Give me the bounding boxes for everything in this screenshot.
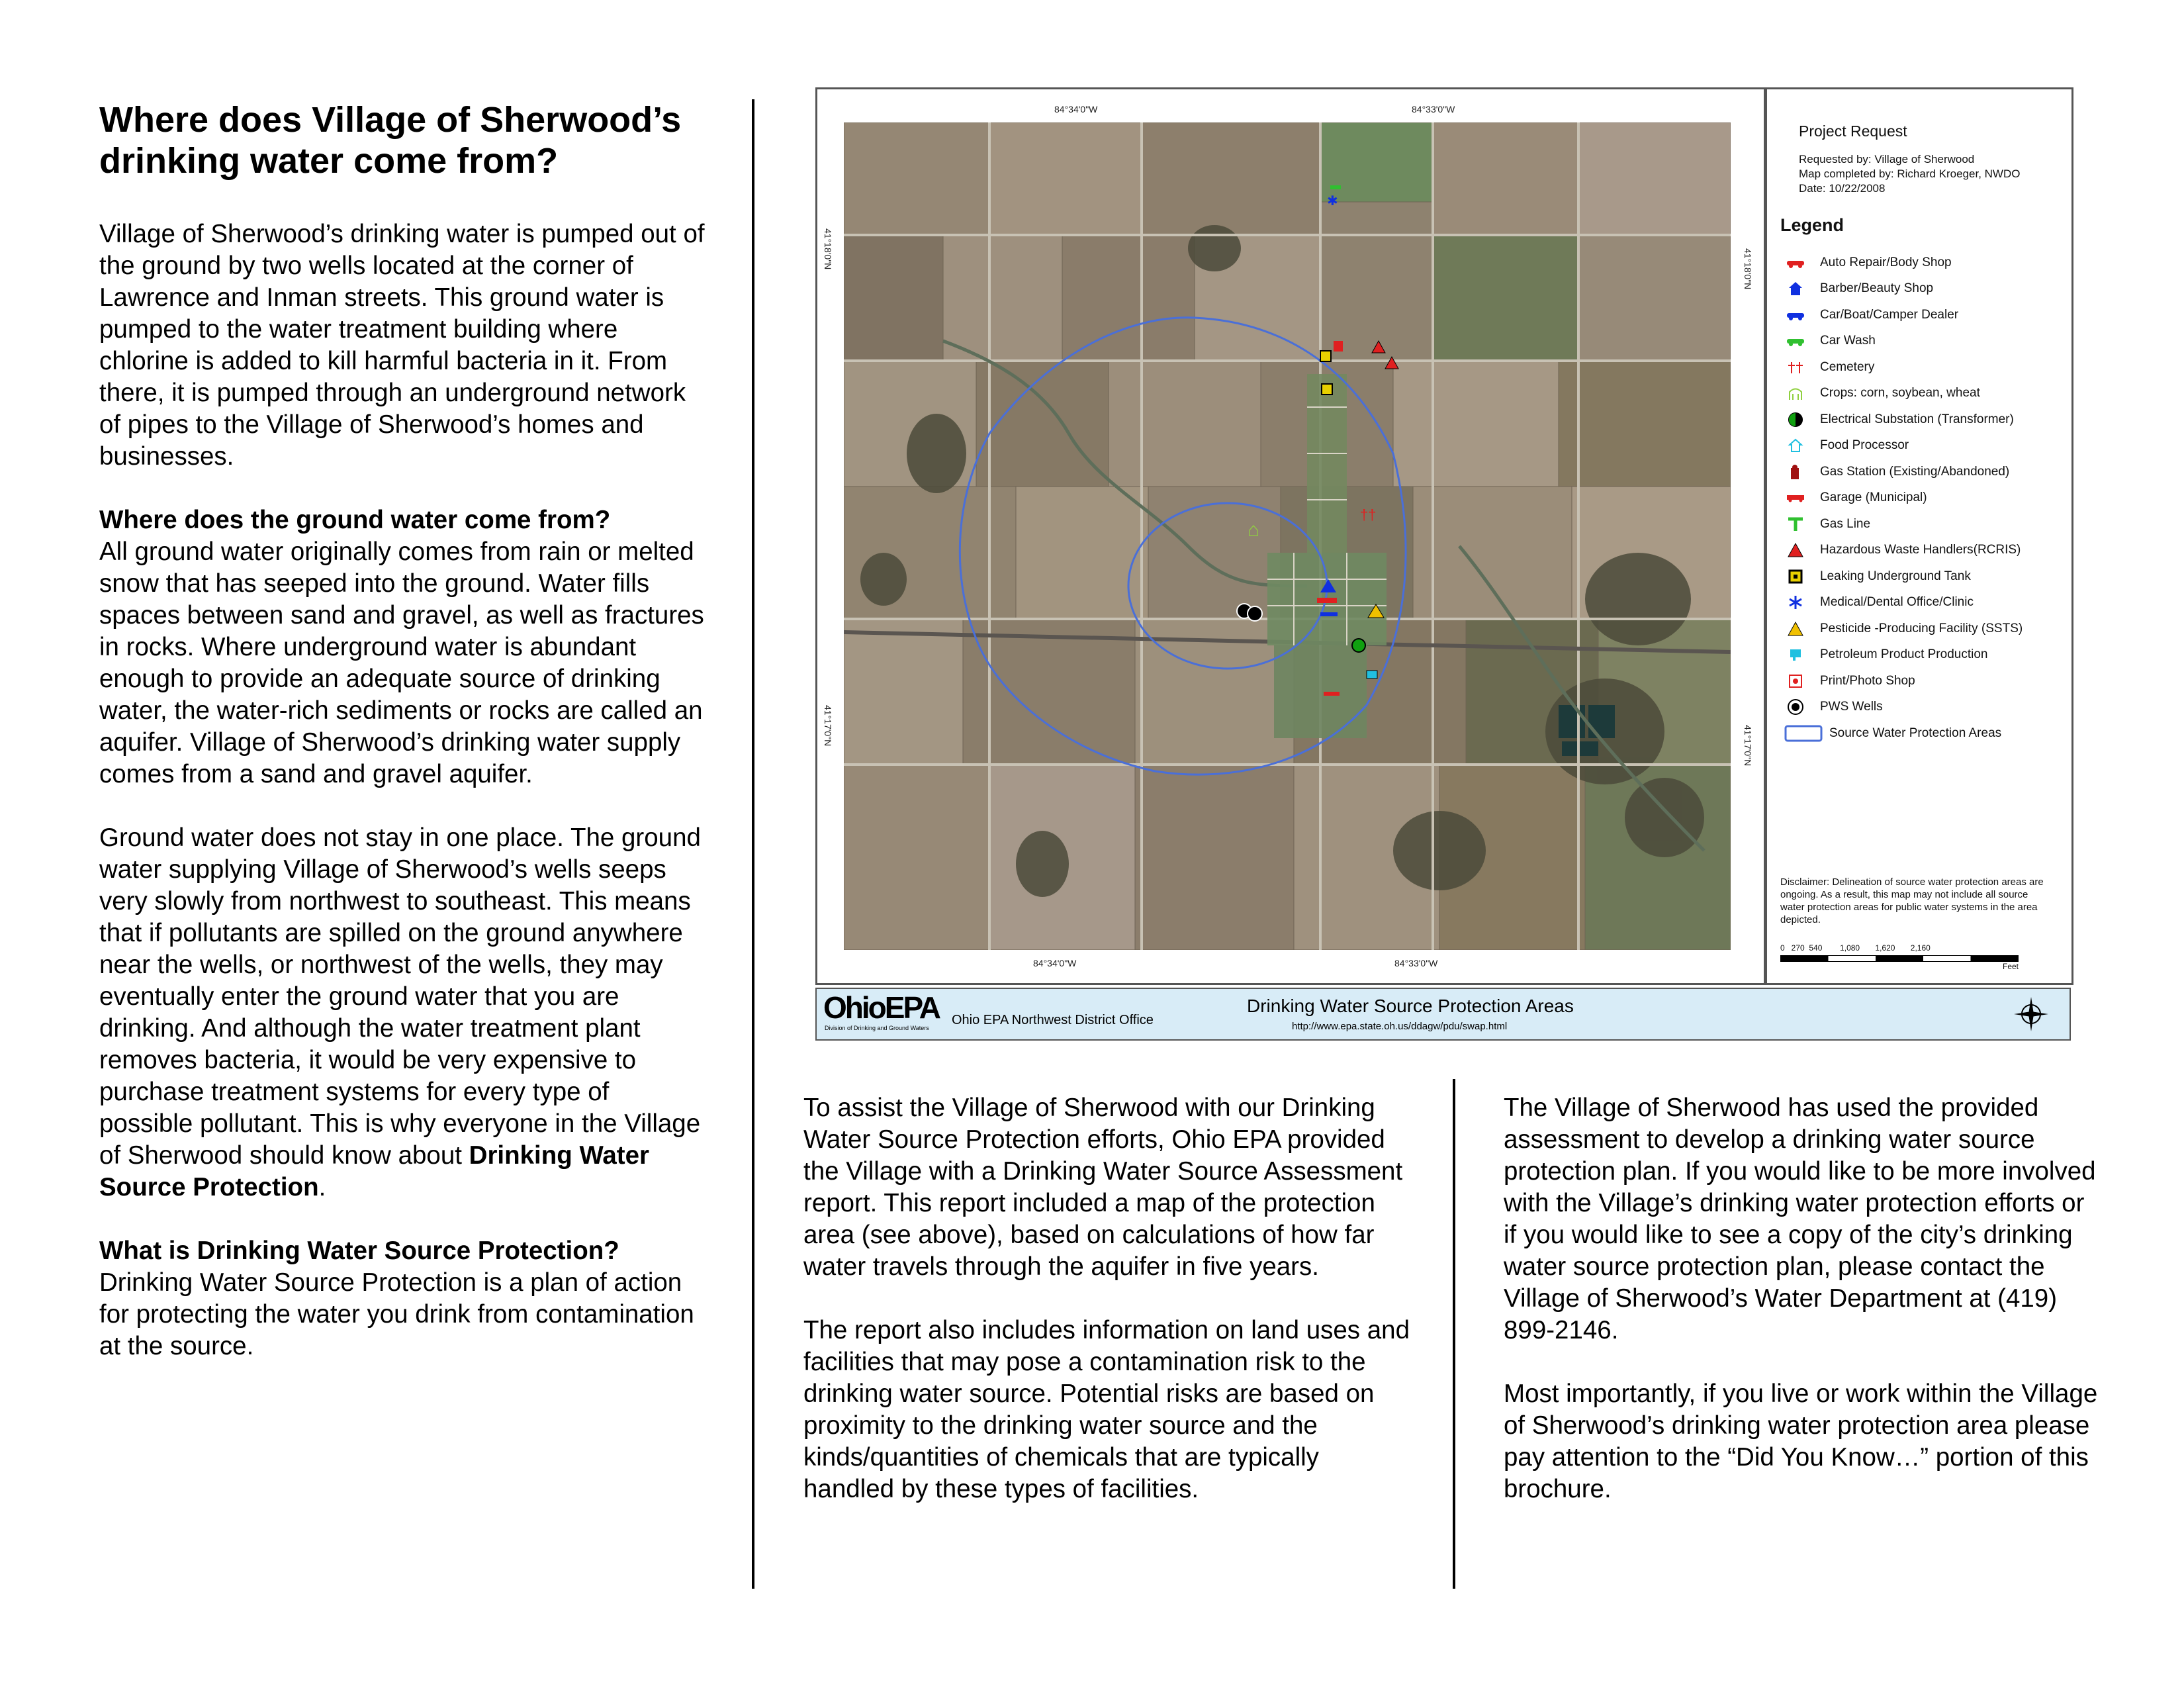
pipe-icon <box>1784 516 1807 532</box>
map-title: Drinking Water Source Protection Areas <box>1247 996 1574 1016</box>
car-wash-marker <box>1330 185 1341 189</box>
legend-item <box>1784 354 2062 381</box>
legend-item <box>1784 485 2062 512</box>
did-you-know-paragraph: Most importantly, if you live or work within the Village of Sherwood’s drinking water protection area please pay attention to the “Did You Know…” portion of this brochure. <box>1504 1380 2098 1503</box>
intro-paragraph: Village of Sherwood’s drinking water is pumped out of the ground by two wells located at the corner of Lawrence and Inman streets. This ground water is pumped to the water treatment building where chlorine is added to kill harmful bacteria in it. From there, it is pumped through an underground network of pipes to the Village of Sherwood’s homes and businesses. <box>99 220 705 471</box>
map-banner <box>815 988 2071 1041</box>
ground-water-question: Where does the ground water come from? <box>99 506 611 534</box>
scale-unit: Feet <box>2002 962 2019 971</box>
ohio-epa-logo-subtitle: Division of Drinking and Ground Waters <box>825 1025 929 1031</box>
movement-text: Ground water does not stay in one place. The ground water supplying Village of Sherwood’s wells seeps very slowly from northwest to southeast. This means that if pollutants are spilled on the ground anywhere near the wells, or northwest of the wells, they may eventually enter the ground water that you are drinking. And although the water treatment plant removes bacteria, it would be very expensive to purchase treatment systems for every type of possible pollutant. This is why everyone in the Village of Sherwood should know about <box>99 823 701 1170</box>
column-divider-left <box>752 99 754 1589</box>
legend-item <box>1784 720 2062 747</box>
legend-item-label: Electrical Substation (Transformer) <box>1820 412 2014 426</box>
district-office: Ohio EPA Northwest District Office <box>952 1013 1154 1027</box>
legend-item-label: Print/Photo Shop <box>1820 673 1915 688</box>
legend-panel <box>1765 87 2073 985</box>
lust-marker-1 <box>1320 351 1331 361</box>
legend-item-label: Medical/Dental Office/Clinic <box>1820 595 1974 610</box>
legend-item <box>1784 538 2062 564</box>
ohio-epa-logo: OhioEPA <box>823 990 939 1025</box>
legend-item-label: Garage (Municipal) <box>1820 491 1927 505</box>
movement-bold: Drinking Water Source Protection <box>99 1141 650 1201</box>
legend-item-label: Source Water Protection Areas <box>1829 726 2002 740</box>
print-icon <box>1784 673 1807 689</box>
legend-item-label: Pesticide -Producing Facility (SSTS) <box>1820 621 2023 635</box>
risks-paragraph: The report also includes information on land uses and facilities that may pose a contamination risk to the drinking water source. Potential risks are based on proximity to the drinking water source and the kinds/quantities of chemicals that are typically handled by these types of facilities. <box>803 1316 1410 1503</box>
map-url: http://www.epa.state.oh.us/ddagw/pdu/swap.html <box>1292 1021 1508 1032</box>
rect-outline-icon <box>1784 726 1823 741</box>
protection-section <box>99 1235 708 1362</box>
coord-left-top: 41°18'0"N <box>823 228 833 270</box>
requested-by: Requested by: Village of Sherwood <box>1799 153 1975 165</box>
legend-list <box>1784 250 2062 747</box>
legend-item-label: Hazardous Waste Handlers(RCRIS) <box>1820 543 2021 557</box>
ground-water-section <box>99 504 708 790</box>
legend-item-label: Food Processor <box>1820 438 1909 453</box>
legend-item-label: Crops: corn, soybean, wheat <box>1820 386 1980 400</box>
coord-left-bottom: 41°17'0"N <box>823 705 833 747</box>
legend-item <box>1784 590 2062 616</box>
lust-marker-2 <box>1322 384 1332 395</box>
medical-marker: ✱ <box>1327 194 1338 209</box>
cross-icon <box>1784 359 1807 375</box>
car-icon <box>1784 307 1807 323</box>
protection-question: What is Drinking Water Source Protection? <box>99 1237 619 1265</box>
page-title: Where does Village of Sherwood’s drinking water come from? <box>99 100 682 181</box>
petroleum-marker <box>1367 671 1377 679</box>
map-date: Date: 10/22/2008 <box>1799 182 1886 195</box>
triangle-icon <box>1784 621 1807 637</box>
right-column <box>1504 1092 2099 1505</box>
legend-item <box>1784 668 2062 694</box>
legend-item <box>1784 459 2062 485</box>
legend-item-label: Gas Line <box>1820 516 1871 531</box>
legend-item-label: Petroleum Product Production <box>1820 647 1988 662</box>
coord-right-top: 41°18'0"N <box>1743 248 1753 290</box>
legend-item <box>1784 616 2062 642</box>
ground-water-answer: All ground water originally comes from rain or melted snow that has seeped into the ground. Water fills spaces between sand and gravel, as well as fractures in rocks. Where underground water is abundant enough to provide an adequate source of drinking water, the water-rich sediments or rocks are called an aquifer. Village of Sherwood’s drinking water supply comes from a sand and gravel aquifer. <box>99 538 704 788</box>
dealer-marker <box>1320 612 1338 616</box>
legend-item <box>1784 276 2062 303</box>
movement-paragraph <box>99 822 708 1203</box>
car-icon <box>1784 255 1807 271</box>
garage-marker <box>1324 692 1340 696</box>
left-column <box>99 99 708 1362</box>
map-frame <box>815 87 1766 985</box>
coord-bottom-left: 84°34'0"W <box>1033 958 1077 968</box>
legend-item-label: Car/Boat/Camper Dealer <box>1820 307 1959 322</box>
substation-marker <box>1352 639 1365 652</box>
truck-icon <box>1784 490 1807 506</box>
cemetery-marker: †† <box>1360 506 1377 523</box>
legend-item <box>1784 406 2062 433</box>
legend-item <box>1784 694 2062 721</box>
legend-item-label: Car Wash <box>1820 334 1876 348</box>
auto-repair-marker <box>1317 598 1337 603</box>
plan-paragraph: The Village of Sherwood has used the provided assessment to develop a drinking water source protection plan. If you would like to be more involved with the Village’s drinking water protection efforts or if you would like to see a copy of the city’s drinking water source protection plan, please contact the Village of Sherwood’s Water Department at (419) 899-2146. <box>1504 1094 2096 1344</box>
legend-item-label: Auto Repair/Body Shop <box>1820 255 1952 269</box>
legend-item-label: Leaking Underground Tank <box>1820 569 1971 583</box>
protection-answer: Drinking Water Source Protection is a plan of action for protecting the water you drink from contamination at the source. <box>99 1268 694 1360</box>
coord-top-right: 84°33'0"W <box>1412 104 1455 115</box>
project-request-title: Project Request <box>1799 122 1907 140</box>
well-icon <box>1784 699 1807 715</box>
column-divider-right <box>1453 1079 1455 1589</box>
completed-by: Map completed by: Richard Kroeger, NWDO <box>1799 167 2021 180</box>
star-icon <box>1784 594 1807 610</box>
legend-item <box>1784 381 2062 407</box>
crop-icon <box>1784 385 1807 401</box>
legend-item <box>1784 642 2062 669</box>
legend-item <box>1784 302 2062 328</box>
legend-item-label: Cemetery <box>1820 359 1875 374</box>
assessment-paragraph: To assist the Village of Sherwood with our Drinking Water Source Protection efforts, Ohio EPA provided the Village with a Drinking Water Source Assessment report. This report included a map of the protection area (see above), based on calculations of how far water travels through the aquifer in five years. <box>803 1094 1403 1281</box>
square-icon <box>1784 569 1807 585</box>
compass-rose-icon <box>2011 994 2051 1034</box>
house-outline-icon <box>1784 438 1807 453</box>
disclaimer: Disclaimer: Delineation of source water protection areas are ongoing. As a result, this map may not include all source water protection areas for public water systems in the area depicted. <box>1780 876 2044 925</box>
scale-bar-graphic <box>1780 955 2019 962</box>
scale-ticks: 0 270 540 1,080 1,620 2,160 <box>1780 943 1931 953</box>
gas-station-marker <box>1334 341 1343 352</box>
farm-fields <box>844 122 1731 950</box>
legend-item <box>1784 433 2062 459</box>
middle-column <box>803 1092 1412 1505</box>
legend-item <box>1784 563 2062 590</box>
legend-item <box>1784 250 2062 276</box>
tank-icon <box>1784 647 1807 663</box>
triangle-icon <box>1784 542 1807 558</box>
aerial-map <box>844 122 1731 950</box>
legend-title: Legend <box>1780 215 1844 235</box>
coord-bottom-right: 84°33'0"W <box>1394 958 1438 968</box>
coord-right-bottom: 41°17'0"N <box>1743 725 1753 767</box>
house-icon <box>1784 281 1807 297</box>
legend-item-label: Gas Station (Existing/Abandoned) <box>1820 464 2010 479</box>
legend-item-label: PWS Wells <box>1820 700 1883 714</box>
pws-well-2 <box>1248 606 1262 621</box>
half-circle-icon <box>1784 412 1807 428</box>
movement-end: . <box>318 1173 326 1201</box>
coord-top-left: 84°34'0"W <box>1054 104 1098 115</box>
legend-item-label: Barber/Beauty Shop <box>1820 281 1934 296</box>
gas-pump-icon <box>1784 464 1807 480</box>
legend-item <box>1784 328 2062 355</box>
legend-item <box>1784 511 2062 538</box>
crops-marker: ⌂ <box>1248 519 1260 541</box>
scale-bar <box>1780 943 2019 971</box>
car-icon <box>1784 333 1807 349</box>
